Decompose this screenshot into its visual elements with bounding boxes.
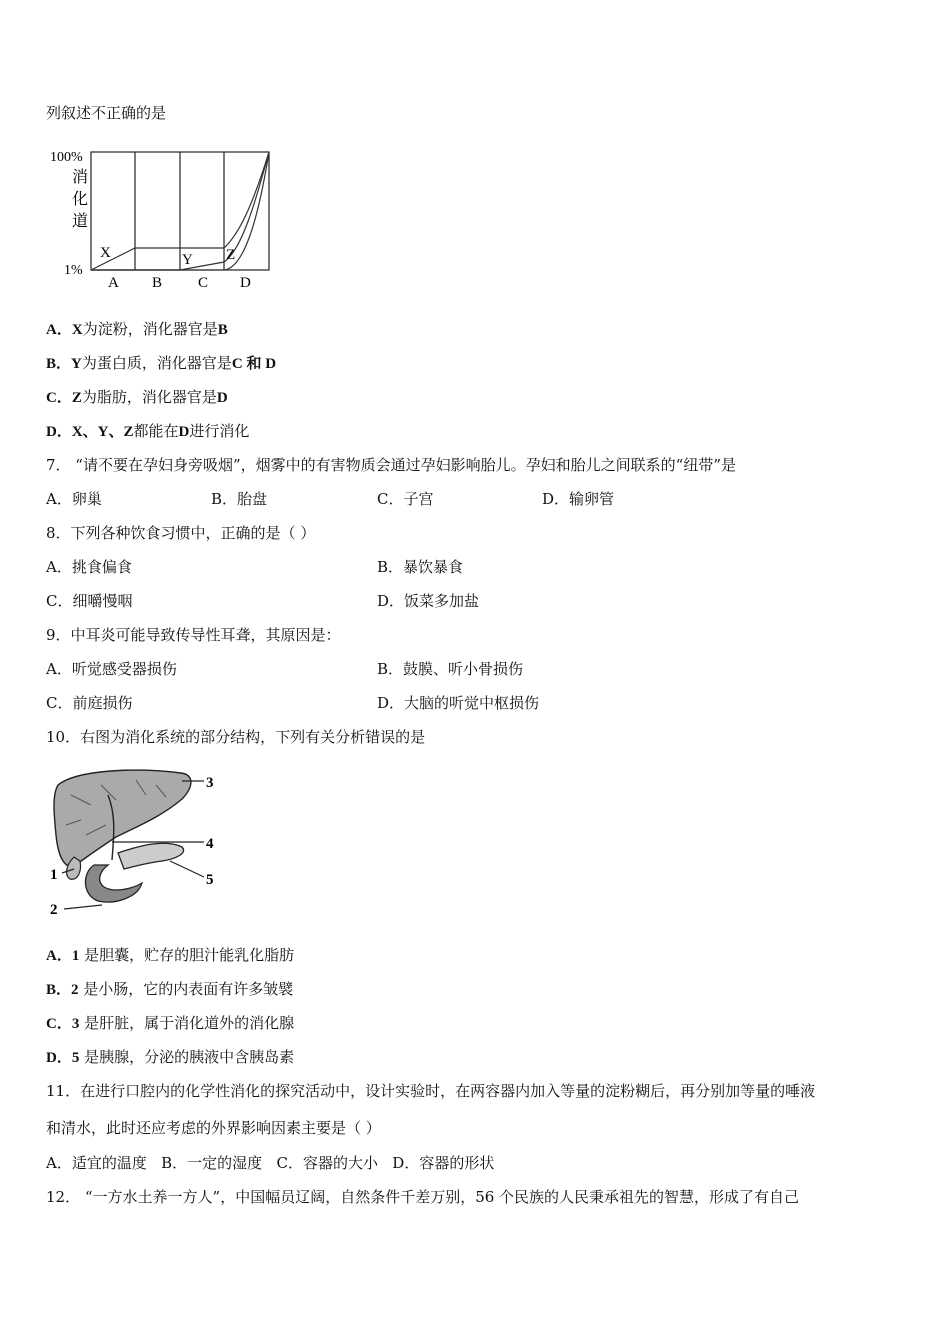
q7-option-b: B．胎盘 xyxy=(211,490,268,508)
series-label-y: Y xyxy=(182,252,193,268)
q8-option-b: B．暴饮暴食 xyxy=(377,558,464,576)
q11-option-a: A．适宜的温度 xyxy=(46,1154,147,1172)
figure-label-1: 1 xyxy=(50,867,58,883)
pancreas-shape xyxy=(118,843,184,869)
figure-label-4: 4 xyxy=(206,836,214,852)
q10-stem: 10．右图为消化系统的部分结构，下列有关分析错误的是 xyxy=(46,728,426,746)
q7-option-d: D．输卵管 xyxy=(542,490,615,508)
y-axis-label-1: 消 xyxy=(72,169,89,186)
figure-label-2: 2 xyxy=(50,902,58,918)
q11-stem-line2: 和清水，此时还应考虑的外界影响因素主要是（ ） xyxy=(46,1119,381,1137)
q6-option-c: C．Z为脂肪，消化器官是D xyxy=(46,388,228,406)
q11-options xyxy=(46,1152,494,1173)
category-label-c: C xyxy=(198,275,209,291)
category-label-b: B xyxy=(152,275,163,291)
leader-5 xyxy=(170,861,204,877)
digestive-organ-figure xyxy=(46,765,226,920)
q10-option-d: D．5 是胰腺，分泌的胰液中含胰岛素 xyxy=(46,1048,295,1066)
q8-option-c: C．细嚼慢咽 xyxy=(46,592,133,610)
q11-option-c: C．容器的大小 xyxy=(276,1154,378,1172)
q12-stem: 12． “一方水土养一方人”，中国幅员辽阔，自然条件千差万别，56 个民族的人民秉承祖先的智慧，形成了有自己 xyxy=(46,1188,800,1206)
y-bottom-label: 1% xyxy=(64,263,83,278)
q11-stem-line1: 11．在进行口腔内的化学性消化的探究活动中，设计实验时，在两容器内加入等量的淀粉糊后，再分别加等量的唾液 xyxy=(46,1082,816,1100)
digestion-chart xyxy=(46,140,286,295)
series-label-x: X xyxy=(100,245,111,261)
y-axis-label-3: 道 xyxy=(72,213,89,230)
q6-option-b: B．Y为蛋白质，消化器官是C 和 D xyxy=(46,354,277,372)
intro-text: 列叙述不正确的是 xyxy=(46,104,167,122)
y-axis-label-2: 化 xyxy=(72,191,89,208)
q9-option-d: D．大脑的听觉中枢损伤 xyxy=(377,694,540,712)
q10-option-a: A．1 是胆囊，贮存的胆汁能乳化脂肪 xyxy=(46,946,295,964)
figure-label-3: 3 xyxy=(206,775,214,791)
series-label-z: Z xyxy=(226,247,236,263)
q11-option-d: D．容器的形状 xyxy=(392,1154,495,1172)
q8-option-d: D．饭菜多加盐 xyxy=(377,592,480,610)
category-label-d: D xyxy=(240,275,251,291)
q8-option-a: A．挑食偏食 xyxy=(46,558,132,576)
q10-option-c: C．3 是肝脏，属于消化道外的消化腺 xyxy=(46,1014,295,1032)
q9-option-c: C．前庭损伤 xyxy=(46,694,133,712)
leader-2 xyxy=(64,905,102,909)
q7-option-c: C．子宫 xyxy=(377,490,434,508)
q9-option-a: A．听觉感受器损伤 xyxy=(46,660,177,678)
q9-stem: 9．中耳炎可能导致传导性耳聋，其原因是： xyxy=(46,626,341,644)
q11-option-b: B．一定的湿度 xyxy=(161,1154,263,1172)
q9-option-b: B．鼓膜、听小骨损伤 xyxy=(377,660,524,678)
q6-option-d: D．X、Y、Z都能在D进行消化 xyxy=(46,422,250,440)
q10-option-b: B．2 是小肠，它的内表面有许多皱襞 xyxy=(46,980,294,998)
y-top-label: 100% xyxy=(50,150,83,165)
category-label-a: A xyxy=(108,275,119,291)
figure-label-5: 5 xyxy=(206,872,214,888)
q7-option-a: A．卵巢 xyxy=(46,490,102,508)
q6-option-a: A．X为淀粉，消化器官是B xyxy=(46,320,228,338)
duodenum-shape xyxy=(85,865,142,902)
q7-stem: 7． “请不要在孕妇身旁吸烟”，烟雾中的有害物质会通过孕妇影响胎儿。孕妇和胎儿之间联系的“纽带”是 xyxy=(46,456,736,474)
q8-stem: 8．下列各种饮食习惯中，正确的是（ ） xyxy=(46,524,316,542)
